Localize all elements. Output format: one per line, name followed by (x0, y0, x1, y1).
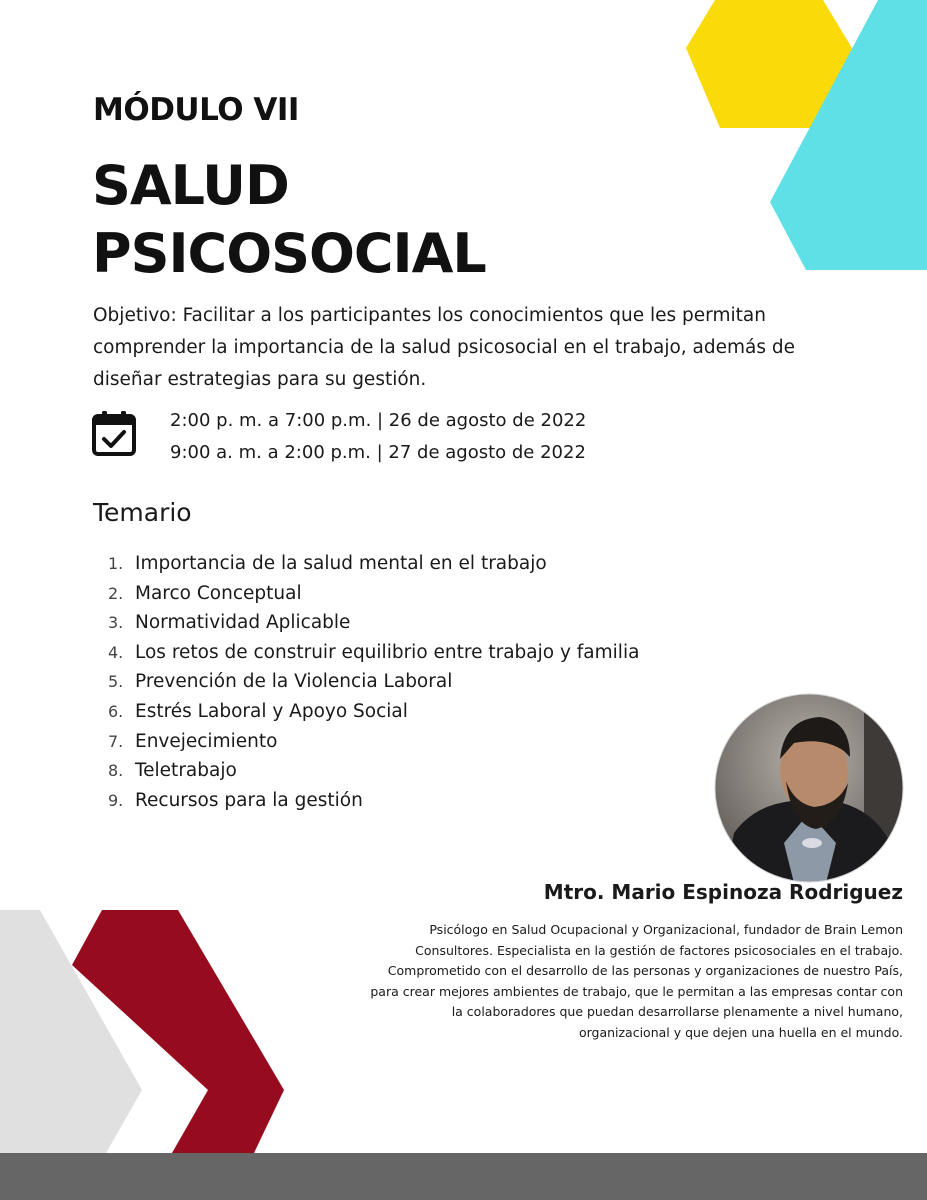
page-title (92, 152, 486, 288)
list-item-number: 6. (108, 701, 124, 721)
list-item (108, 786, 639, 816)
calendar-check-icon (92, 410, 138, 458)
temario-list (108, 549, 639, 815)
schedule-line-2: 9:00 a. m. a 2:00 p.m. | 27 de agosto de 2022 (170, 442, 586, 463)
footer-bar (0, 1153, 927, 1200)
list-item-number: 8. (108, 761, 124, 781)
list-item (108, 638, 639, 668)
list-item-text: Recursos para la gestión (135, 789, 363, 811)
schedule (170, 405, 586, 469)
speaker-photo (714, 693, 904, 883)
list-item (108, 756, 639, 786)
title-line-2: PSICOSOCIAL (92, 222, 486, 285)
list-item-number: 1. (108, 554, 124, 573)
list-item (108, 727, 639, 757)
list-item-text: Envejecimiento (135, 730, 278, 752)
list-item (108, 579, 639, 609)
bio-line: organizacional y que dejen una huella en el mundo. (578, 1024, 903, 1040)
bio-line: Psicólogo en Salud Ocupacional y Organizacional, fundador de Brain Lemon (429, 922, 903, 937)
list-item (108, 667, 639, 697)
list-item-text: Prevención de la Violencia Laboral (135, 671, 453, 693)
module-label: MÓDULO VII (93, 92, 299, 128)
speaker-bio (283, 920, 903, 1043)
speaker-name: Mtro. Mario Espinoza Rodriguez (543, 880, 903, 904)
title-line-1: SALUD (92, 154, 289, 217)
list-item-text: Normatividad Aplicable (135, 612, 351, 634)
list-item (108, 608, 639, 638)
list-item-number: 2. (108, 583, 124, 603)
list-item-number: 7. (108, 731, 124, 751)
list-item-text: Estrés Laboral y Apoyo Social (135, 700, 408, 722)
list-item-text: Importancia de la salud mental en el trabajo (135, 553, 547, 574)
bio-line: Consultores. Especialista en la gestión de factores psicosociales en el trabajo. (415, 942, 903, 958)
bio-line: para crear mejores ambientes de trabajo, que le permitan a las empresas contar con (370, 983, 903, 999)
list-item-number: 5. (108, 672, 124, 692)
list-item-text: Marco Conceptual (135, 582, 302, 604)
list-item-text: Teletrabajo (135, 760, 237, 782)
list-item-text: Los retos de construir equilibrio entre trabajo y familia (135, 641, 640, 663)
list-item-number: 9. (108, 790, 124, 810)
bio-line: Comprometido con el desarrollo de las personas y organizaciones de nuestro País, (387, 963, 903, 978)
schedule-line-1: 2:00 p. m. a 7:00 p.m. | 26 de agosto de 2022 (170, 410, 587, 431)
list-item (108, 697, 639, 727)
bio-line: la colaboradores que puedan desarrollarse plenamente a nivel humano, (451, 1004, 903, 1019)
list-item-number: 3. (108, 613, 124, 633)
list-item (108, 549, 639, 579)
temario-heading: Temario (93, 498, 192, 527)
list-item-number: 4. (108, 642, 124, 662)
objective-text: Objetivo: Facilitar a los participantes los conocimientos que les permitan comprender la importancia de la salud psicosocial en el trabajo, además de diseñar estrategias para su gestión. (93, 305, 796, 390)
